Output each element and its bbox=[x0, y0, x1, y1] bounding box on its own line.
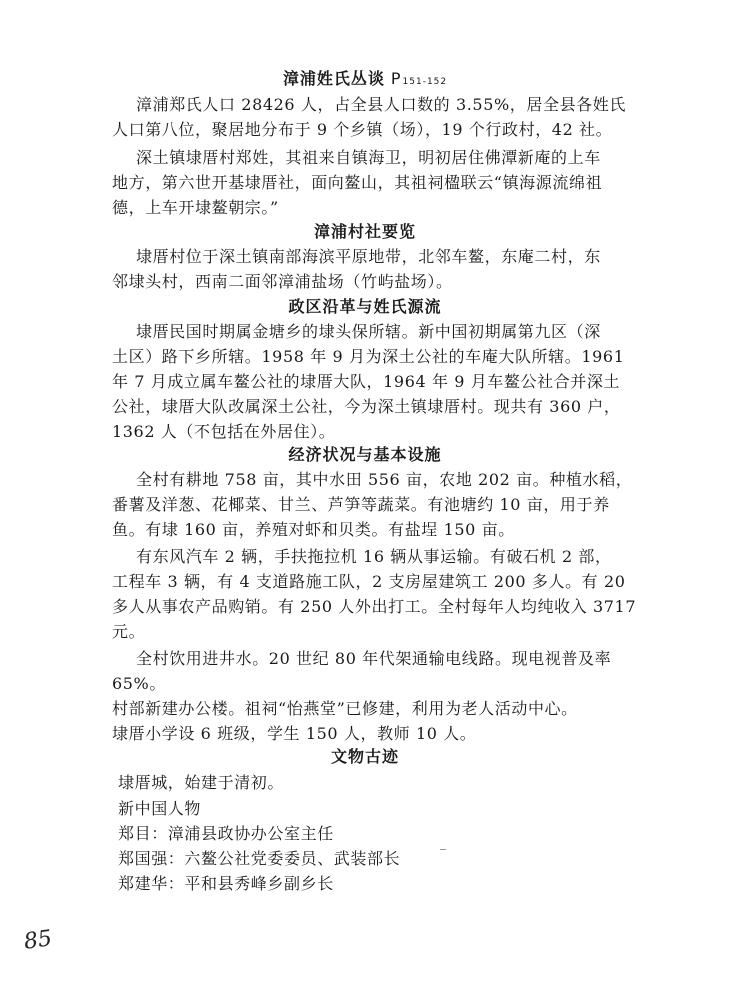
section-title-village: 漳浦村社要览 bbox=[313, 222, 416, 241]
section-title-history: 政区沿革与姓氏源流 bbox=[288, 297, 442, 316]
paragraph-line: 郑目：漳浦县政协办公室主任 bbox=[118, 824, 334, 843]
scan-speck bbox=[440, 849, 446, 850]
page-ref-prefix: P bbox=[390, 69, 402, 88]
paragraph-line: 埭厝小学设 6 班级，学生 150 人，教师 10 人。 bbox=[112, 724, 477, 743]
paragraph-line: 埭厝民国时期属金塘乡的埭头保所辖。新中国初期属第九区（深 bbox=[136, 322, 601, 341]
page-ref: 151-152 bbox=[402, 77, 448, 87]
paragraph-line: 德，上车开埭鳌朝宗。” bbox=[112, 198, 279, 217]
paragraph-line: 郑建华：平和县秀峰乡副乡长 bbox=[118, 874, 334, 893]
paragraph-line: 公社，埭厝大队改属深土公社，今为深土镇埭厝村。现共有 360 户， bbox=[112, 397, 621, 416]
paragraph-line: 地方，第六世开基埭厝社，面向鳌山，其祖祠楹联云“镇海源流绵祖 bbox=[112, 173, 603, 192]
paragraph-line: 漳浦郑氏人口 28426 人，占全县人口数的 3.55%，居全县各姓氏 bbox=[136, 95, 626, 114]
paragraph-line: 元。 bbox=[112, 622, 146, 641]
paragraph-line: 鱼。有埭 160 亩，养殖对虾和贝类。有盐埕 150 亩。 bbox=[112, 520, 515, 539]
paragraph-line: 年 7 月成立属车鳌公社的埭厝大队，1964 年 9 月车鳌公社合并深土 bbox=[112, 372, 621, 391]
paragraph-line: 1362 人（不包括在外居住）。 bbox=[112, 422, 336, 441]
paragraph-line: 埭厝城，始建于清初。 bbox=[118, 773, 285, 792]
section-title-surname bbox=[0, 68, 730, 93]
paragraph-line: 工程车 3 辆，有 4 支道路施工队，2 支房屋建筑工 200 多人。有 20 bbox=[112, 572, 626, 591]
paragraph-line: 村部新建办公楼。祖祠“怡燕堂”已修建，利用为老人活动中心。 bbox=[112, 699, 578, 718]
section-title-text: 漳浦姓氏丛谈 bbox=[282, 69, 385, 88]
section-title-economy: 经济状况与基本设施 bbox=[288, 445, 442, 464]
paragraph-line: 土区）路下乡所辖。1958 年 9 月为深土公社的车庵大队所辖。1961 bbox=[112, 347, 625, 366]
paragraph-line: 郑国强：六鳌公社党委委员、武装部长 bbox=[118, 849, 401, 868]
paragraph-line: 人口第八位，聚居地分布于 9 个乡镇（场），19 个行政村，42 社。 bbox=[112, 120, 613, 139]
paragraph-line: 全村有耕地 758 亩，其中水田 556 亩，农地 202 亩。种植水稻， bbox=[136, 470, 633, 489]
paragraph-line: 番薯及洋葱、花椰菜、甘兰、芦笋等蔬菜。有池塘约 10 亩，用于养 bbox=[112, 495, 610, 514]
paragraph-line: 65%。 bbox=[112, 674, 166, 693]
handwritten-page-number: 85 bbox=[22, 926, 54, 955]
paragraph-line: 深土镇埭厝村郑姓，其祖来自镇海卫，明初居住佛潭新庵的上车 bbox=[136, 148, 601, 167]
paragraph-line: 新中国人物 bbox=[118, 799, 202, 818]
paragraph-line: 埭厝村位于深土镇南部海滨平原地带，北邻车鳌，东庵二村，东 bbox=[136, 247, 601, 266]
paragraph-line: 有东风汽车 2 辆，手扶拖拉机 16 辆从事运输。有破石机 2 部， bbox=[136, 547, 612, 566]
paragraph-line: 多人从事农产品购销。有 250 人外出打工。全村每年人均纯收入 3717 bbox=[112, 597, 637, 616]
paragraph-line: 邻埭头村，西南二面邻漳浦盐场（竹屿盐场）。 bbox=[112, 272, 453, 291]
section-title-relics: 文物古迹 bbox=[330, 747, 399, 766]
paragraph-line: 全村饮用进井水。20 世纪 80 年代架通输电线路。现电视普及率 bbox=[136, 649, 612, 668]
